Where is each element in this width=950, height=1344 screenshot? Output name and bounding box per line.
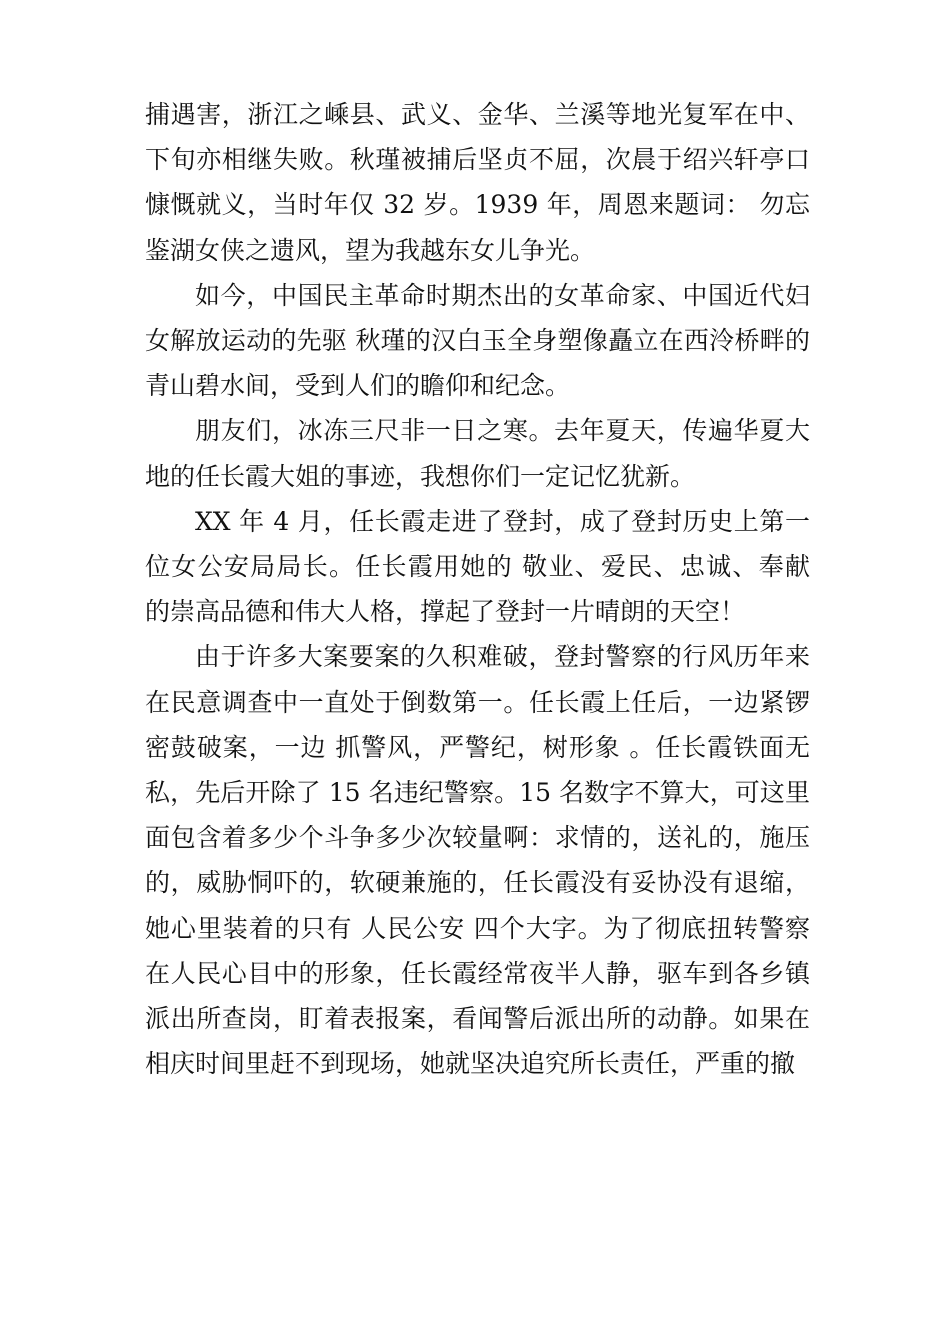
paragraph-friends: 朋友们，冰冻三尺非一日之寒。去年夏天，传遍华夏大地的任长霞大姐的事迹，我想你们一定记忆犹新。	[145, 416, 810, 491]
paragraph-ren-changxia-dengfeng: XX 年 4 月，任长霞走进了登封，成了登封历史上第一位女公安局局长。任长霞用她的 敬业、爱民、忠诚、奉献 的崇高品德和伟大人格，撑起了登封一片晴朗的天空！	[145, 506, 810, 627]
paragraph-qiujin-statue: 如今，中国民主革命时期杰出的女革命家、中国近代妇女解放运动的先驱 秋瑾的汉白玉全身塑像矗立在西泠桥畔的青山碧水间，受到人们的瞻仰和纪念。	[145, 280, 810, 401]
paragraph-police-reform: 由于许多大案要案的久积难破，登封警察的行风历年来在民意调查中一直处于倒数第一。任长霞上任后，一边紧锣密鼓破案，一边 抓警风，严警纪，树形象 。任长霞铁面无私，先后开除了 15 名违纪警察。15 名数字不算大，可这里面包含着多少个斗争多少次较量啊：求情的，送礼的，施压的，威胁恫吓的，软硬兼施的，任长霞没有妥协没有退缩，她心里装着的只有 人民公安 四个大字。为了彻底扭转警察在人民心目中的形象，任长霞经常夜半人静，驱车到各乡镇派出所查岗，盯着表报案，看闻警后派出所的动静。如果在相庆时间里赶不到现场，她就坚决追究所长责任，严重的撤	[145, 642, 810, 1079]
document-page	[145, 92, 810, 1086]
paragraph-continuation: 捕遇害，浙江之嵊县、武义、金华、兰溪等地光复军在中、下旬亦相继失败。秋瑾被捕后坚贞不屈，次晨于绍兴轩亭口慷慨就义，当时年仅 32 岁。1939 年，周恩来题词： 勿忘鉴湖女侠之遗风，望为我越东女儿争光。	[145, 100, 810, 265]
